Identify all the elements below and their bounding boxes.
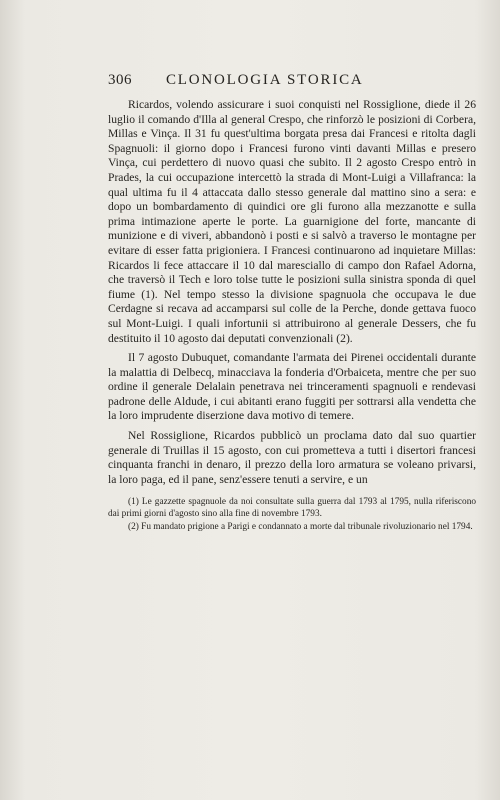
page-header — [108, 72, 476, 96]
text-block — [108, 72, 476, 535]
page-number: 306 — [108, 72, 132, 88]
running-head: CLONOLOGIA STORICA — [166, 72, 364, 88]
paragraph: Nel Rossiglione, Ricardos pubblicò un proclama dato dal suo quartier generale di Truillas il 15 agosto, con cui prometteva a tutti i disertori francesi cinquanta franchi in denaro, il prezzo della loro armatura se voleano privarsi, la loro paga, ed il pane, senz'essere tenuti a servire, e un — [108, 429, 476, 486]
body-text — [108, 98, 476, 487]
paragraph: Il 7 agosto Dubuquet, comandante l'armata dei Pirenei occidentali durante la malattia di Delbecq, minacciava la fonderia d'Orbaiceta, mentre che per suo ordine il generale Delalain penetrava nei trinceramenti spagnuoli e rendevasi padrone delle Aldude, i cui abitanti erano fuggiti per sottrarsi alla vendetta che la loro imprudente diserzione dava motivo di temere. — [108, 351, 476, 423]
paragraph: Ricardos, volendo assicurare i suoi conquisti nel Rossiglione, diede il 26 luglio il comando d'Illa al general Crespo, che rinforzò le posizioni di Corbera, Millas e Vinça. Il 31 fu quest'ultima borgata presa dai Francesi e ritolta dagli Spagnuoli: il giorno dopo i Francesi furono vinti davanti Millas e presero Vinça, cui perdettero di nuovo quasi che subito. Il 2 agosto Crespo entrò in Prades, la cui occupazione intercettò la strada di Mont-Luigi a Villafranca: la qual ultima fu il 4 attaccata dallo stesso generale dal mattino sino a sera: e dopo un bombardamento di quindici ore gli furono alla mezzanotte e sulla prima intimazione aperte le porte. La guarnigione del forte, mancante di munizione e di viveri, abbandonò i posti e si salvò a traverso le montagne per evitare di esser fatta prigioniera. I Francesi continuarono ad inquietare Millas: Ricardos li fece attaccare il 10 dal maresciallo di campo don Rafael Adorna, che traversò il Tech e loro tolse tutte le posizioni sulla sinistra sponda di quel fiume (1). Nel tempo stesso la divisione spagnuola che occupava le due Cerdagne si recava ad accamparsi sul colle de la Perche, donde gettava fuoco sul Mont-Luigi. I quali infortunii si attribuirono al generale Dessers, che fu destituito il 10 agosto dai deputati convenzionali (2). — [108, 98, 476, 345]
footnotes — [108, 494, 476, 533]
footnote: (1) Le gazzette spagnuole da noi consultate sulla guerra dal 1793 al 1795, nulla riferiscono dai primi giorni d'agosto sino alla fine di novembre 1793. — [108, 497, 476, 519]
footnote: (2) Fu mandato prigione a Parigi e condannato a morte dal tribunale rivoluzionario nel 1794. — [128, 522, 473, 533]
